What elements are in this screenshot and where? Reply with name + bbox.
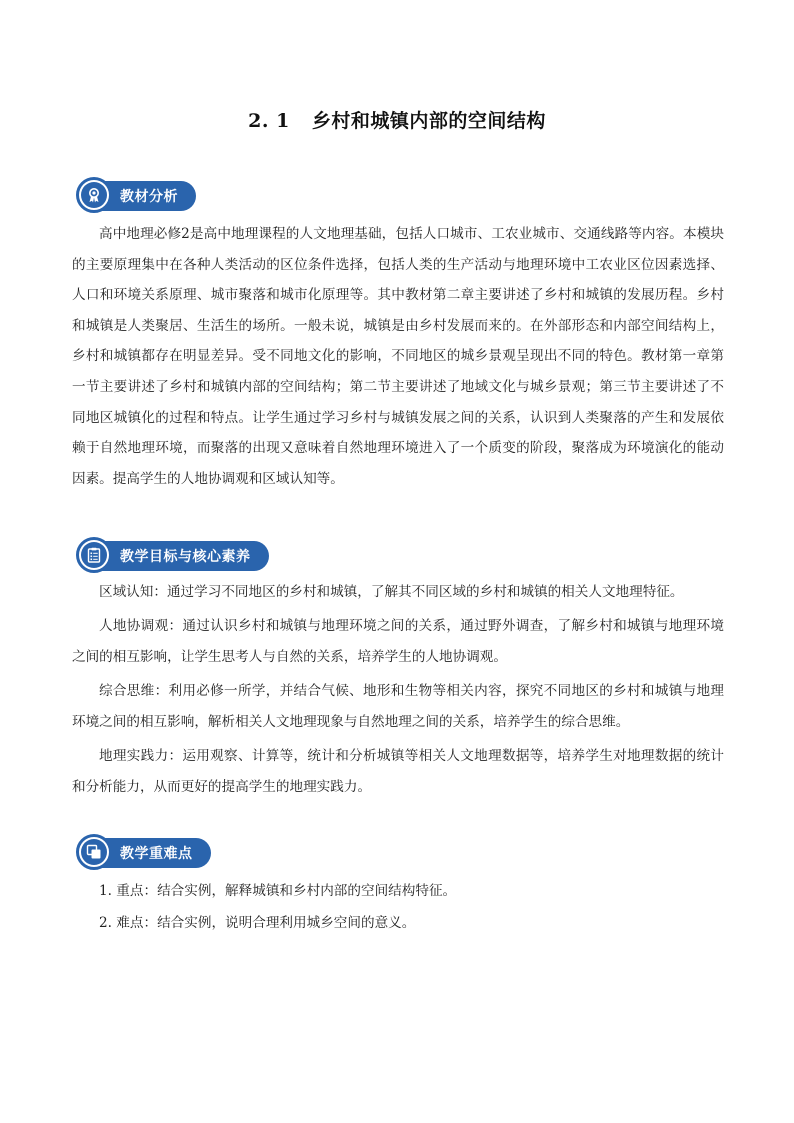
award-ribbon-icon	[76, 177, 112, 213]
section-header-goals	[76, 537, 269, 575]
page-title	[0, 106, 794, 133]
goal-item: 人地协调观：通过认识乡村和城镇与地理环境之间的关系，通过野外调查，了解乡村和城镇与地理环境之间的相互影响，让学生思考人与自然的关系，培养学生的人地协调观。	[72, 618, 724, 665]
title-number: 2. 1	[248, 110, 290, 132]
goal-item: 区域认知：通过学习不同地区的乡村和城镇，了解其不同区域的乡村和城镇的相关人文地理特征。	[99, 584, 684, 600]
section-label-goals: 教学目标与核心素养	[90, 541, 269, 571]
section-header-analysis	[76, 177, 196, 215]
clipboard-list-icon	[76, 537, 112, 573]
goal-item: 综合思维：利用必修一所学，并结合气候、地形和生物等相关内容，探究不同地区的乡村和城镇与地理环境之间的相互影响，解析相关人文地理现象与自然地理之间的关系，培养学生的综合思维。	[72, 683, 724, 730]
stacked-windows-icon	[76, 834, 112, 870]
key-point-item: 2. 难点：结合实例，说明合理利用城乡空间的意义。	[99, 915, 416, 931]
section-label-analysis: 教材分析	[90, 181, 196, 211]
goal-item: 地理实践力：运用观察、计算等，统计和分析城镇等相关人文地理数据等，培养学生对地理数据的统计和分析能力，从而更好的提高学生的地理实践力。	[72, 748, 724, 795]
key-point-item: 1. 重点：结合实例，解释城镇和乡村内部的空间结构特征。	[99, 883, 457, 899]
section-header-key-points	[76, 834, 211, 872]
title-text: 乡村和城镇内部的空间结构	[311, 110, 546, 132]
section-label-key-points: 教学重难点	[90, 838, 211, 868]
analysis-paragraph: 高中地理必修2是高中地理课程的人文地理基础，包括人口城市、工农业城市、交通线路等内容。本模块的主要原理集中在各种人类活动的区位条件选择，包括人类的生产活动与地理环境中工农业区位因素选择、人口和环境关系原理、城市聚落和城市化原理等。其中教材第二章主要讲述了乡村和城镇的发展历程。乡村和城镇是人类聚居、生活生的场所。一般未说，城镇是由乡村发展而来的。在外部形态和内部空间结构上，乡村和城镇都存在明显差异。受不同地文化的影响，不同地区的城乡景观呈现出不同的特色。教材第一章第一节主要讲述了乡村和城镇内部的空间结构；第二节主要讲述了地域文化与城乡景观；第三节主要讲述了不同地区城镇化的过程和特点。让学生通过学习乡村与城镇发展之间的关系，认识到人类聚落的产生和发展依赖于自然地理环境，而聚落的出现又意味着自然地理环境进入了一个质变的阶段，聚落成为环境演化的能动因素。提高学生的人地协调观和区域认知等。	[72, 226, 724, 487]
